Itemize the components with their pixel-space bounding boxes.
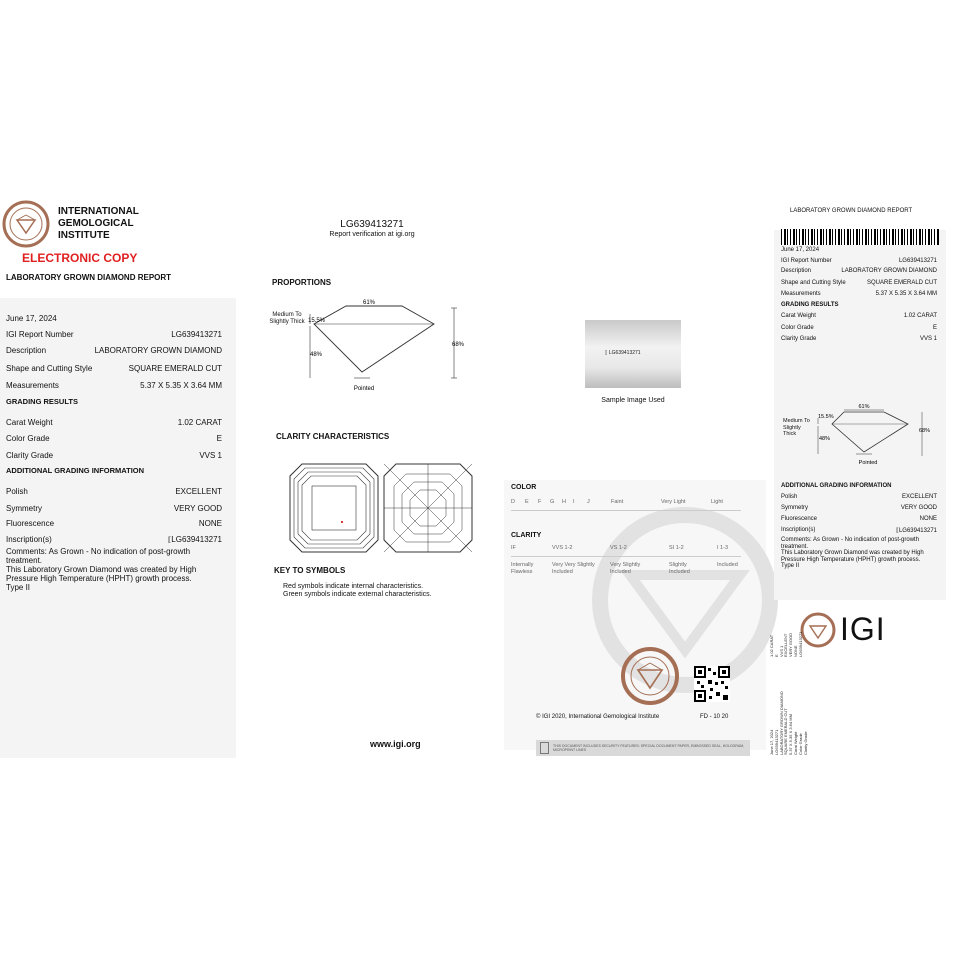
security-strip: THIS DOCUMENT INCLUDES SECURITY FEATURES: SPECIAL DOCUMENT PAPER, EMBOSSED SEAL, HOLOGRAM, MICROPRINT LINES	[536, 740, 750, 756]
right-info-row: Measurements 5.37 X 5.35 X 3.64 MM	[781, 291, 937, 297]
clarity-plot-crown	[288, 462, 380, 554]
info-row: IGI Report Number LG639413271	[6, 330, 222, 339]
form-code: FD - 10 20	[700, 714, 729, 720]
igi-watermark-icon	[590, 500, 780, 700]
sample-caption: Sample Image Used	[601, 397, 665, 404]
report-title: LABORATORY GROWN DIAMOND REPORT	[6, 273, 172, 282]
copyright: © IGI 2020, International Gemological Institute	[536, 714, 660, 720]
right-additional-row: Inscription(s) ⟦LG639413271	[781, 527, 937, 534]
info-row: June 17, 2024	[6, 314, 57, 323]
right-additional-row: Polish EXCELLENT	[781, 494, 937, 500]
grading-row: Carat Weight 1.02 CARAT	[6, 418, 222, 427]
right-comments: Comments: As Grown - No indication of post-growth treatment. This Laboratory Grown Diamond was created by High Pressure High Temperature (HPHT) growth process. Type II	[781, 537, 924, 569]
igi-seal-icon	[2, 200, 50, 248]
right-info-row: Description LABORATORY GROWN DIAMOND	[781, 268, 937, 274]
right-pavilion-pct: 48%	[819, 436, 831, 442]
center-report-number: LG639413271	[340, 219, 404, 230]
right-grading-row: Carat Weight 1.02 CARAT	[781, 313, 937, 319]
verification-text: Report verification at igi.org	[329, 231, 415, 238]
right-additional-row: Fluorescence NONE	[781, 516, 937, 522]
igi-logo-text: IGI	[840, 611, 886, 647]
right-grading-row: Color Grade E	[781, 325, 937, 331]
right-culet-label: Pointed	[858, 460, 878, 466]
key-line: Red symbols indicate internal characteristics.	[283, 583, 424, 590]
barcode	[781, 229, 939, 245]
pavilion-pct: 48%	[310, 352, 323, 358]
grading-row: Color Grade E	[6, 434, 222, 443]
clarity-scale-title: CLARITY	[511, 532, 542, 539]
additional-row: Inscription(s) ⟦LG639413271	[6, 535, 222, 544]
right-depth-pct: 68%	[919, 428, 931, 434]
color-divider	[511, 510, 741, 511]
right-grading-row: Clarity Grade VVS 1	[781, 336, 937, 342]
info-row: Description LABORATORY GROWN DIAMOND	[6, 346, 222, 355]
proportions-title: PROPORTIONS	[272, 278, 332, 287]
website-link[interactable]: www.igi.org	[370, 739, 421, 749]
grading-row: Clarity Grade VVS 1	[6, 451, 222, 460]
additional-grading-title: ADDITIONAL GRADING INFORMATION	[6, 466, 145, 475]
org-line: INSTITUTE	[58, 230, 110, 241]
right-date: June 17, 2024	[781, 247, 820, 253]
right-report-title: LABORATORY GROWN DIAMOND REPORT	[790, 208, 913, 214]
sample-inscription: ⟦ LG639413271	[605, 350, 641, 356]
depth-pct: 68%	[452, 342, 465, 348]
additional-row: Fluorescence NONE	[6, 519, 222, 528]
right-info-row: Shape and Cutting Style SQUARE EMERALD CUT	[781, 280, 937, 286]
org-name	[58, 206, 139, 242]
qr-code-icon[interactable]	[694, 666, 730, 702]
electronic-copy: ELECTRONIC COPY	[22, 251, 138, 265]
right-table-pct: 61%	[858, 404, 870, 410]
key-to-symbols-title: KEY TO SYMBOLS	[274, 566, 346, 575]
proportions-diagram	[262, 292, 472, 398]
inscription-icon: ⟦	[605, 350, 609, 356]
comments: Comments: As Grown - No indication of post-growth treatment. This Laboratory Grown Diamond was created by High Pressure High Temperature (HPHT) growth process. Type II	[6, 547, 197, 592]
right-info-row: IGI Report Number LG639413271	[781, 258, 937, 264]
table-pct: 61%	[362, 300, 376, 306]
right-crown-pct: 15.5%	[818, 414, 834, 420]
color-title: COLOR	[511, 484, 537, 491]
crown-pct: 15.5%	[308, 318, 326, 324]
info-row: Measurements 5.37 X 5.35 X 3.64 MM	[6, 381, 222, 390]
culet-label: Pointed	[353, 386, 375, 392]
rotated-summary: June 17, 2024 LG639413271 LABORATORY GROWN DIAMOND SQUARE EMERALD CUT 5.37 X 5.35 X 3.64 MM Carat Weight Color Grade Clarity Grade 1.02 CARAT E VVS 1 EXCELLENT VERY GOOD NONE LG639413271	[769, 631, 808, 755]
inscription-icon: ⟦	[167, 537, 172, 544]
additional-row: Polish EXCELLENT	[6, 487, 222, 496]
clarity-divider	[511, 556, 741, 557]
right-additional-title: ADDITIONAL GRADING INFORMATION	[781, 483, 892, 489]
info-row: Shape and Cutting Style SQUARE EMERALD CUT	[6, 364, 222, 373]
org-line: INTERNATIONAL	[58, 206, 139, 217]
right-girdle-label: Medium To Slightly Thick	[783, 418, 810, 437]
document-icon	[540, 742, 549, 754]
grading-results-title: GRADING RESULTS	[6, 397, 78, 406]
girdle-label: Medium To Slightly Thick	[269, 312, 305, 325]
org-line: GEMOLOGICAL	[58, 218, 134, 229]
key-line: Green symbols indicate external characteristics.	[283, 591, 432, 598]
additional-row: Symmetry VERY GOOD	[6, 504, 222, 513]
clarity-plot-pavilion	[382, 462, 474, 554]
right-grading-title: GRADING RESULTS	[781, 302, 839, 308]
clarity-characteristics-title: CLARITY CHARACTERISTICS	[276, 432, 390, 441]
inscription-icon: ⟦	[895, 528, 899, 534]
igi-seal-icon	[620, 646, 680, 706]
right-additional-row: Symmetry VERY GOOD	[781, 505, 937, 511]
